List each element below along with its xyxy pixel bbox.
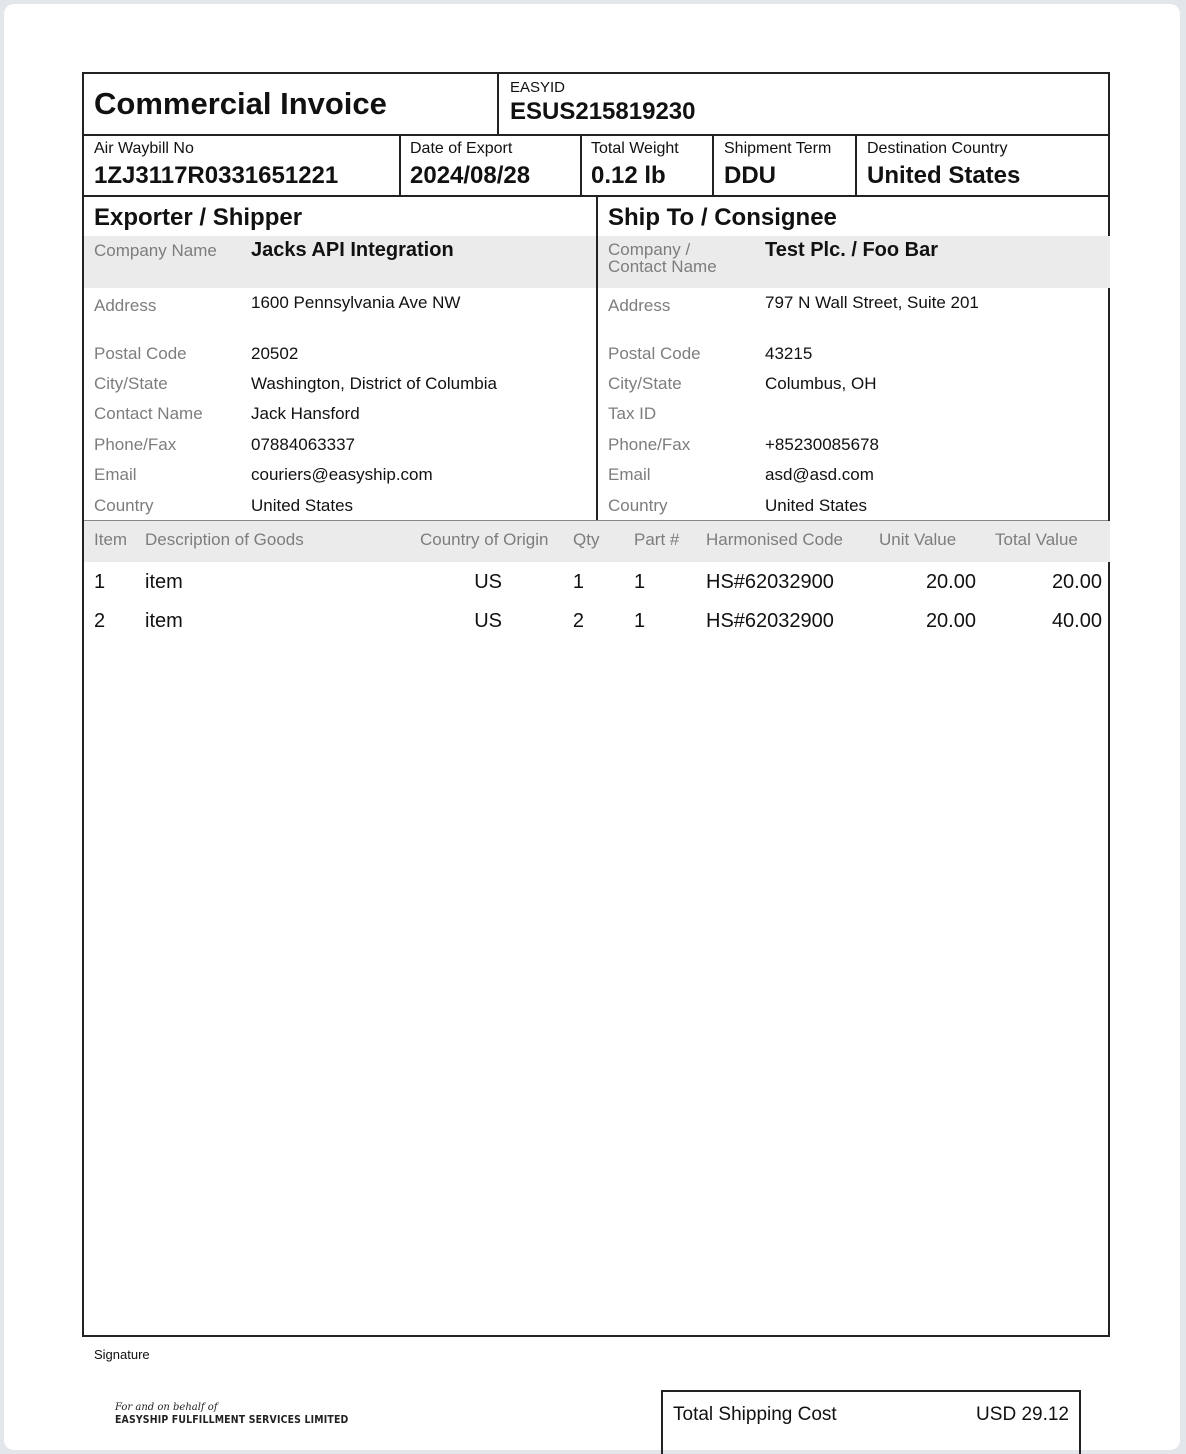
exporter-contact-value: Jack Hansford — [251, 404, 360, 423]
consignee-country-label: Country — [608, 496, 668, 515]
row1-total-value: 20.00 — [1051, 571, 1102, 593]
total-weight-value: 0.12 lb — [591, 162, 666, 189]
exporter-company-value: Jacks API Integration — [251, 239, 454, 261]
col-header-unit-value: Unit Value — [879, 530, 957, 549]
row1-origin: US — [474, 571, 502, 593]
divider — [580, 134, 582, 196]
exporter-contact-label: Contact Name — [94, 404, 203, 423]
divider — [855, 134, 857, 196]
shipment-term-value: DDU — [724, 162, 776, 189]
col-header-part: Part # — [634, 530, 680, 549]
consignee-postal-value: 43215 — [765, 344, 813, 363]
divider — [399, 134, 401, 196]
col-header-total-value: Total Value — [995, 530, 1078, 549]
destination-country-value: United States — [867, 162, 1021, 189]
row1-item: 1 — [94, 571, 106, 593]
row2-unit-value: 20.00 — [925, 610, 976, 632]
invoice-frame — [82, 72, 1110, 1337]
consignee-address-value: 797 N Wall Street, Suite 201 — [765, 293, 979, 312]
col-header-origin: Country of Origin — [420, 530, 549, 549]
row1-qty: 1 — [572, 571, 584, 593]
destination-country-label: Destination Country — [867, 140, 1008, 157]
consignee-email-label: Email — [608, 465, 651, 484]
row2-item: 2 — [94, 610, 106, 632]
col-header-hs: Harmonised Code — [706, 530, 844, 549]
exporter-address-value: 1600 Pennsylvania Ave NW — [251, 293, 461, 312]
row2-total-value: 40.00 — [1051, 610, 1102, 632]
col-header-description: Description of Goods — [145, 530, 304, 549]
divider — [712, 134, 714, 196]
col-header-qty: Qty — [573, 530, 600, 549]
exporter-email-label: Email — [94, 465, 137, 484]
exporter-heading: Exporter / Shipper — [94, 204, 303, 231]
exporter-postal-value: 20502 — [251, 344, 299, 363]
exporter-city-value: Washington, District of Columbia — [251, 374, 497, 393]
shipping-cost-box — [661, 1390, 1081, 1454]
shipment-term-label: Shipment Term — [724, 140, 832, 157]
consignee-city-value: Columbus, OH — [765, 374, 877, 393]
invoice-title: Commercial Invoice — [94, 86, 387, 121]
exporter-address-label: Address — [94, 296, 157, 315]
export-date-value: 2024/08/28 — [410, 162, 531, 189]
exporter-phone-value: 07884063337 — [251, 435, 356, 454]
row1-description: item — [145, 571, 183, 593]
row1-part: 1 — [634, 571, 646, 593]
consignee-phone-label: Phone/Fax — [608, 435, 691, 454]
exporter-country-label: Country — [94, 496, 154, 515]
divider — [84, 134, 1108, 136]
consignee-company-label-line2: Contact Name — [608, 257, 717, 276]
stamp-line1: For and on behalf of — [115, 1402, 218, 1413]
exporter-city-label: City/State — [94, 374, 168, 393]
row2-qty: 2 — [572, 610, 584, 632]
row2-description: item — [145, 610, 183, 632]
export-date-label: Date of Export — [410, 140, 513, 157]
company-stamp — [115, 1402, 390, 1426]
shipping-cost-label: Total Shipping Cost — [673, 1404, 837, 1425]
consignee-phone-value: +85230085678 — [765, 435, 879, 454]
document-page — [4, 4, 1180, 1450]
total-weight-label: Total Weight — [591, 140, 679, 157]
exporter-phone-label: Phone/Fax — [94, 435, 177, 454]
awb-value: 1ZJ3117R0331651221 — [94, 162, 339, 189]
consignee-email-value: asd@asd.com — [765, 465, 874, 484]
consignee-heading: Ship To / Consignee — [608, 204, 837, 231]
exporter-postal-label: Postal Code — [94, 344, 187, 363]
consignee-company-value: Test Plc. / Foo Bar — [765, 239, 938, 261]
consignee-city-label: City/State — [608, 374, 682, 393]
consignee-address-label: Address — [608, 296, 671, 315]
consignee-postal-label: Postal Code — [608, 344, 701, 363]
easyid-value: ESUS215819230 — [510, 98, 696, 125]
col-header-item: Item — [94, 530, 128, 549]
consignee-company-label — [608, 241, 717, 275]
row1-unit-value: 20.00 — [925, 571, 976, 593]
consignee-company-label-line1: Company / — [608, 240, 691, 259]
consignee-country-value: United States — [765, 496, 868, 515]
awb-label: Air Waybill No — [94, 140, 194, 157]
exporter-company-label: Company Name — [94, 241, 217, 260]
consignee-tax-label: Tax ID — [608, 404, 657, 423]
row2-origin: US — [474, 610, 502, 632]
divider — [497, 74, 499, 134]
easyid-label: EASYID — [510, 79, 566, 96]
row1-hs: HS#62032900 — [706, 571, 834, 593]
exporter-country-value: United States — [251, 496, 354, 515]
exporter-email-value: couriers@easyship.com — [251, 465, 433, 484]
row2-part: 1 — [634, 610, 646, 632]
stamp-line2: EASYSHIP FULFILLMENT SERVICES LIMITED — [115, 1413, 349, 1426]
signature-label: Signature — [94, 1347, 150, 1362]
shipping-cost-value: USD 29.12 — [976, 1404, 1069, 1425]
row2-hs: HS#62032900 — [706, 610, 834, 632]
